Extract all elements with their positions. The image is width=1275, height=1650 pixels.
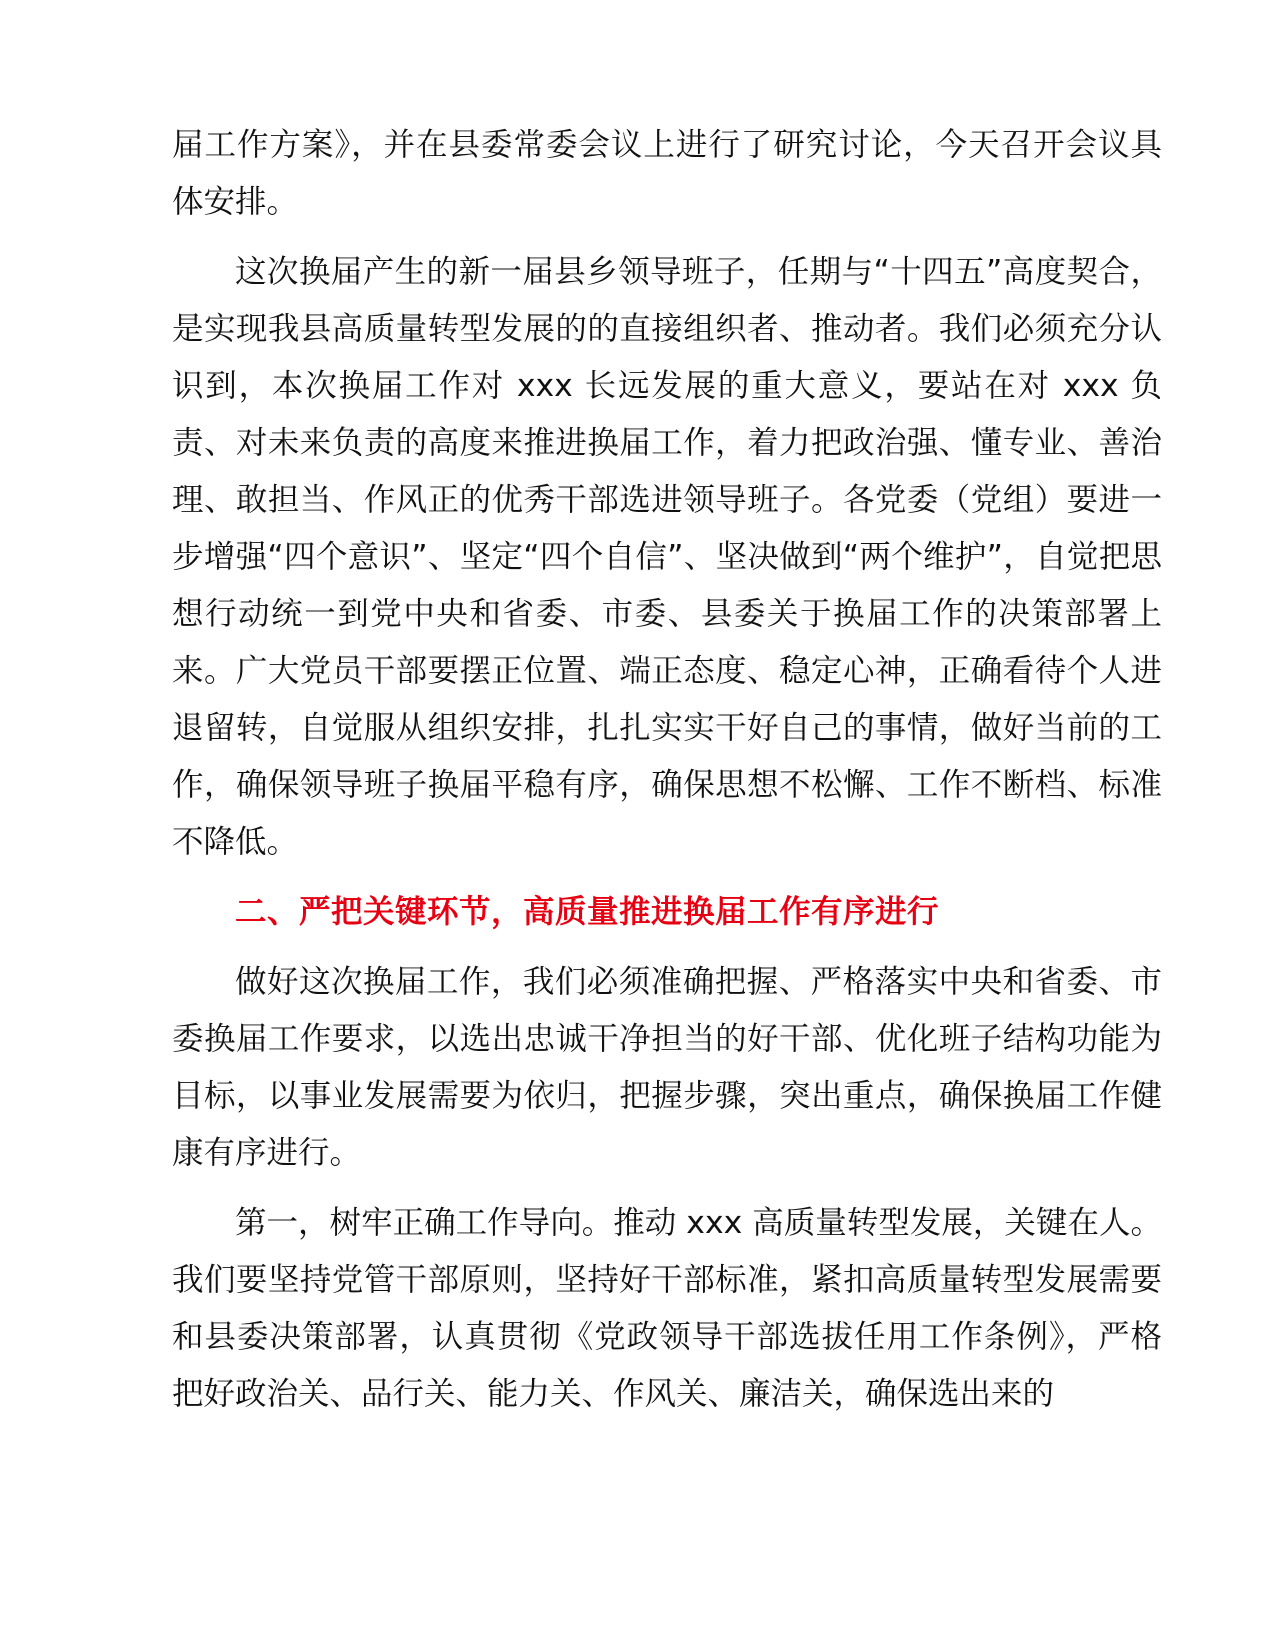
document-body: [172, 117, 1162, 1436]
section-heading-two: 二、严把关键环节，高质量推进换届工作有序进行: [235, 894, 940, 930]
paragraph-term-significance: 这次换届产生的新一届县乡领导班子，任期与“十四五”高度契合，是实现我县高质量转型发展的的直接组织者、推动者。我们必须充分认识到，本次换届工作对 xxx 长远发展的重大意义，要站在对 xxx 负责、对未来负责的高度来推进换届工作，着力把政治强、懂专业、善治理、敢担当、作风正的优秀干部选进领导班子。各党委（党组）要进一步增强“四个意识”、坚定“四个自信”、坚决做到“两个维护”，自觉把思想行动统一到党中央和省委、市委、县委关于换届工作的决策部署上来。广大党员干部要摆正位置、端正态度、稳定心神，正确看待个人进退留转，自觉服从组织安排，扎扎实实干好自己的事情，做好当前的工作，确保领导班子换届平稳有序，确保思想不松懈、工作不断档、标准不降低。: [172, 254, 1162, 860]
paragraph-first-point: 第一，树牢正确工作导向。推动 xxx 高质量转型发展，关键在人。我们要坚持党管干部原则，坚持好干部标准，紧扣高质量转型发展需要和县委决策部署，认真贯彻《党政领导干部选拔任用工作条例》，严格把好政治关、品行关、能力关、作风关、廉洁关，确保选出来的: [172, 1205, 1162, 1412]
paragraph-section-intro: 做好这次换届工作，我们必须准确把握、严格落实中央和省委、市委换届工作要求，以选出忠诚干净担当的好干部、优化班子结构功能为目标，以事业发展需要为依归，把握步骤，突出重点，确保换届工作健康有序进行。: [172, 964, 1162, 1171]
paragraph-continuation: 届工作方案》，并在县委常委会议上进行了研究讨论，今天召开会议具体安排。: [172, 127, 1162, 220]
